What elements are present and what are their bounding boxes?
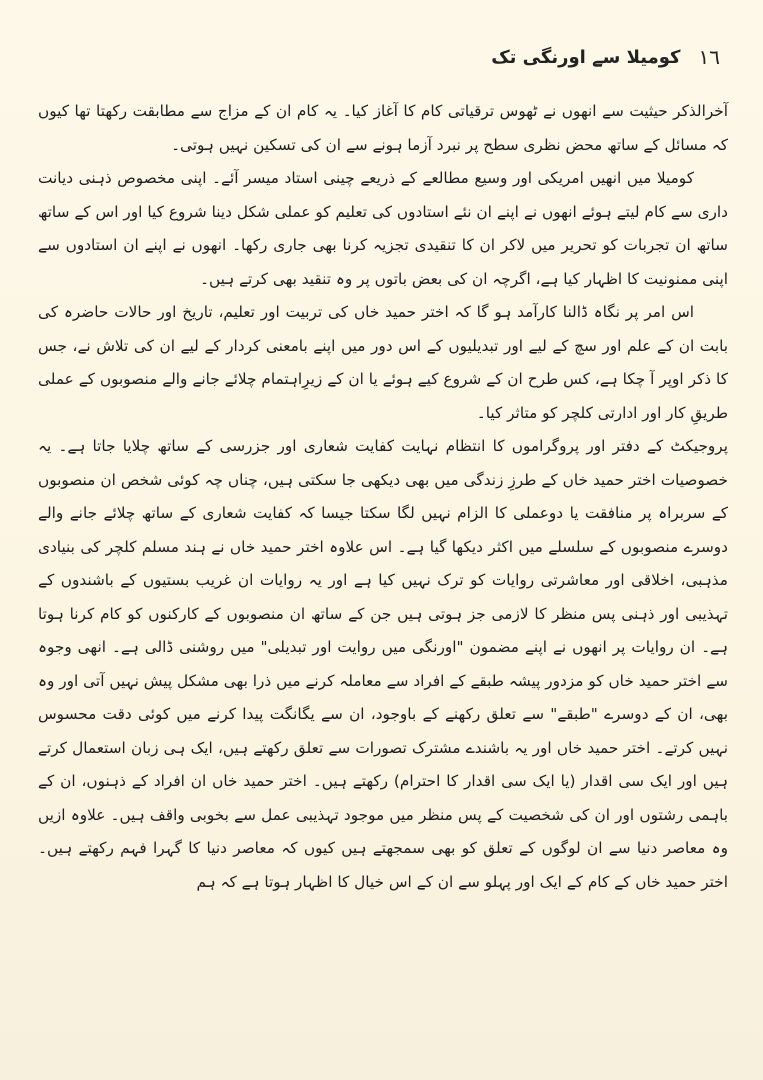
paragraph-2: کومیلا میں انھیں امریکی اور وسیع مطالعے کے ذریعے چینی استاد میسر آئے۔ اپنی مخصوص ذہنی دیانت داری سے کام لیتے ہوئے انھوں نے اپنے ان نئے استادوں کی تعلیم کو عملی شکل دینا شروع کیا اور اس کے ساتھ ساتھ ان تجربات کو تحریر میں لاکر ان کا تنقیدی تجزیہ کرنا بھی جاری رکھا۔ انھوں نے اپنے ان استادوں سے اپنی ممنونیت کا اظہار کیا ہے، اگرچہ ان کی بعض باتوں پر وہ تنقید بھی کرتے ہیں۔ (38, 169, 728, 288)
paragraph-3: اس امر پر نگاہ ڈالنا کارآمد ہو گا کہ اختر حمید خاں کی تربیت اور تعلیم، تاریخ اور حالات حاضرہ کی بابت ان کے علم اور سچ کے لیے اور تبدیلیوں کے اس دور میں اپنے بامعنی کردار کے لیے ان کی تلاش نے، جس کا ذکر اوپر آ چکا ہے، کس طرح ان کے شروع کیے ہوئے یا ان کے زیرِاہتمام چلائے جانے والے منصوبوں کے عملی طریقِ کار اور ادارتی کلچر کو متاثر کیا۔ (38, 303, 728, 422)
body-text (38, 95, 728, 899)
page-number: ١٦ (698, 45, 720, 69)
paragraph-4: پروجیکٹ کے دفتر اور پروگراموں کا انتظام نہایت کفایت شعاری اور جزرسی کے ساتھ چلایا جاتا ہے۔ یہ خصوصیات اختر حمید خاں کے طرزِ زندگی میں بھی دیکھی جا سکتی ہیں، چناں چہ کوئی شخص ان منصوبوں کے سربراہ پر منافقت یا دوعملی کا الزام نہیں لگا سکتا جیسا کہ کفایت شعاری کے ساتھ چلائے جانے والے دوسرے منصوبوں کے سلسلے میں اکثر دیکھا گیا ہے۔ اس علاوہ اختر حمید خاں نے ہند مسلم کلچر کی بنیادی مذہبی، اخلاقی اور معاشرتی روایات کو ترک نہیں کیا ہے اور یہ روایات ان غریب بستیوں کے باشندوں کے تہذیبی اور ذہنی پس منظر کا لازمی جز ہوتی ہیں جن کے ساتھ ان منصوبوں کے کارکنوں کو کام کرنا ہوتا ہے۔ ان روایات پر انھوں نے اپنے مضمون "اورنگی میں روایت اور تبدیلی" میں روشنی ڈالی ہے۔ انھی وجوہ سے اختر حمید خاں کو مزدور پیشہ طبقے کے افراد سے معاملہ کرنے میں ذرا بھی مشکل پیش نہیں آتی اور وہ بھی، ان کے دوسرے "طبقے" سے تعلق رکھنے کے باوجود، ان سے یگانگت پیدا کرنے میں کوئی دقت محسوس نہیں کرتے۔ اختر حمید خاں اور یہ باشندے مشترک تصورات سے تعلق رکھتے ہیں، ایک ہی زبان استعمال کرتے ہیں اور ایک سی اقدار (یا ایک سی اقدار کا احترام) رکھتے ہیں۔ اختر حمید خاں ان افراد کے ذہنوں، ان کے باہمی رشتوں اور ان کی شخصیت کے پس منظر میں موجود تہذیبی عمل سے بخوبی واقف ہیں۔ علاوہ ازیں وہ معاصر دنیا سے ان لوگوں کے تعلق کو بھی سمجھتے ہیں کیوں کہ معاصر دنیا کا گہرا فہم رکھتے ہیں۔ اختر حمید خاں کے کام کے ایک اور پہلو سے ان کے اس خیال کا اظہار ہوتا ہے کہ ہم (38, 437, 728, 891)
paragraph-1: آخرالذکر حیثیت سے انھوں نے ٹھوس ترقیاتی کام کا آغاز کیا۔ یہ کام ان کے مزاج سے مطابقت رکھتا تھا کیوں کہ مسائل کے ساتھ محض نظری سطح پر نبرد آزما ہونے سے ان کی تسکین نہیں ہوتی۔ (38, 102, 728, 154)
page-header (470, 40, 720, 74)
running-title: کومیلا سے اورنگی تک (491, 46, 681, 68)
